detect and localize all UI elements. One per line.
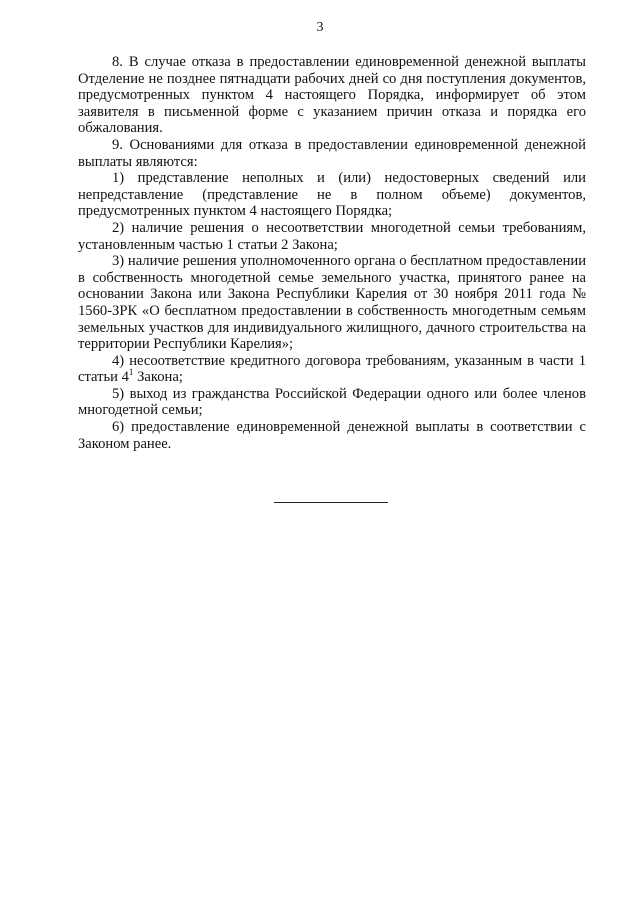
paragraph-8: 8. В случае отказа в предоставлении единовременной денежной выплаты Отделение не позднее пятнадцати рабочих дней со дня поступления документов, предусмотренных пунктом 4 настоящего Порядка, информирует об этом заявителя в письменной форме с указанием причин отказа и порядка его обжалования. [78,54,586,137]
refusal-ground-3: 3) наличие решения уполномоченного органа о бесплатном предоставлении в собственность многодетной семье земельного участка, принятого ранее на основании Закона или Закона Республики Карелия от 30 ноября 2011 года № 1560-ЗРК «О бесплатном предоставлении в собственность многодетным семьям земельных участков для индивидуального жилищного, дачного строительства на территории Республики Карелия»; [78,253,586,353]
refusal-ground-5: 5) выход из гражданства Российской Федерации одного или более членов многодетной семьи; [78,385,586,419]
document-body [78,54,586,452]
paragraph-9: 9. Основаниями для отказа в предоставлении единовременной денежной выплаты являются: [78,136,586,170]
page-number: 3 [316,20,324,35]
refusal-ground-4 [78,353,586,386]
article-superscript: 1 [128,367,134,378]
refusal-ground-4-tail: Закона; [133,369,183,386]
refusal-ground-6: 6) предоставление единовременной денежной выплаты в соответствии с Законом ранее. [78,419,586,452]
end-of-document-rule [274,502,388,503]
refusal-ground-1: 1) представление неполных и (или) недостоверных сведений или непредставление (представление не в полном объеме) документов, предусмотренных пунктом 4 настоящего Порядка; [78,170,586,220]
refusal-ground-4-text: 4) несоответствие кредитного договора требованиям, указанным в части 1 статьи 4 [78,352,586,386]
refusal-ground-2: 2) наличие решения о несоответствии многодетной семьи требованиям, установленным частью 1 статьи 2 Закона; [78,219,586,253]
